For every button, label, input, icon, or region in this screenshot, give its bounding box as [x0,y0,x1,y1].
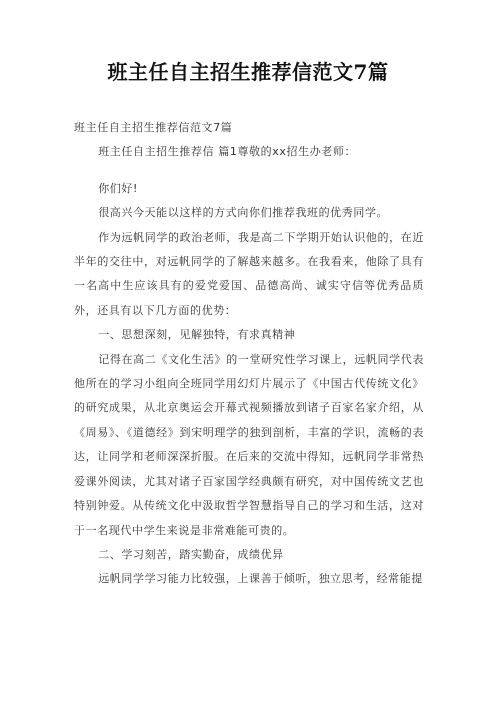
subtitle-line: 班主任自主招生推荐信范文7篇 [74,121,233,134]
paragraph-background: 作为远帆同学的政治老师，我是高二下学期开始认识他的，在近半年的交往中，对远帆同学的了解越来越多。在我看来，他除了具有一名高中生应该具有的爱党爱国、品德高尚、诚实守信等优秀品质外，还具有以下几方面的优势： [74,230,424,317]
greeting-line: 你们好! [98,181,138,195]
document-body [74,116,424,592]
paragraph-spacer [74,165,424,177]
paragraph-section-1: 记得在高二《文化生活》的一堂研究性学习课上，远帆同学代表他所在的学习小组向全班同学用幻灯片展示了《中国古代传统文化》的研究成果，从北京奥运会开幕式视频播放到诸子百家名家介绍，从《周易》、《道德经》到宋明理学的独到剖析，丰富的学识，流畅的表达，让同学和老师深深折服。在后来的交流中得知，远帆同学非常热爱课外阅读，尤其对诸子百家国学经典颇有研究，对中国传统文艺也特别钟爱。从传统文化中汲取哲学智慧指导自己的学习和生活，这对于一名现代中学生来说是非常难能可贵的。 [74,352,424,537]
section-heading-1: 一、思想深刻，见解独特，有求真精神 [98,328,296,342]
paragraph-section-2: 远帆同学学习能力比较强，上课善于倾听，独立思考，经常能提 [98,572,423,586]
document-title: 班主任自主招生推荐信范文7篇 [107,60,389,84]
paragraph-intro: 很高兴今天能以这样的方式向你们推荐我班的优秀同学。 [98,206,389,220]
section-heading-2: 二、学习刻苦，踏实勤奋，成绩优异 [98,547,284,561]
letter-heading-line: 班主任自主招生推荐信 篇1尊敬的xx招生办老师： [98,145,357,159]
